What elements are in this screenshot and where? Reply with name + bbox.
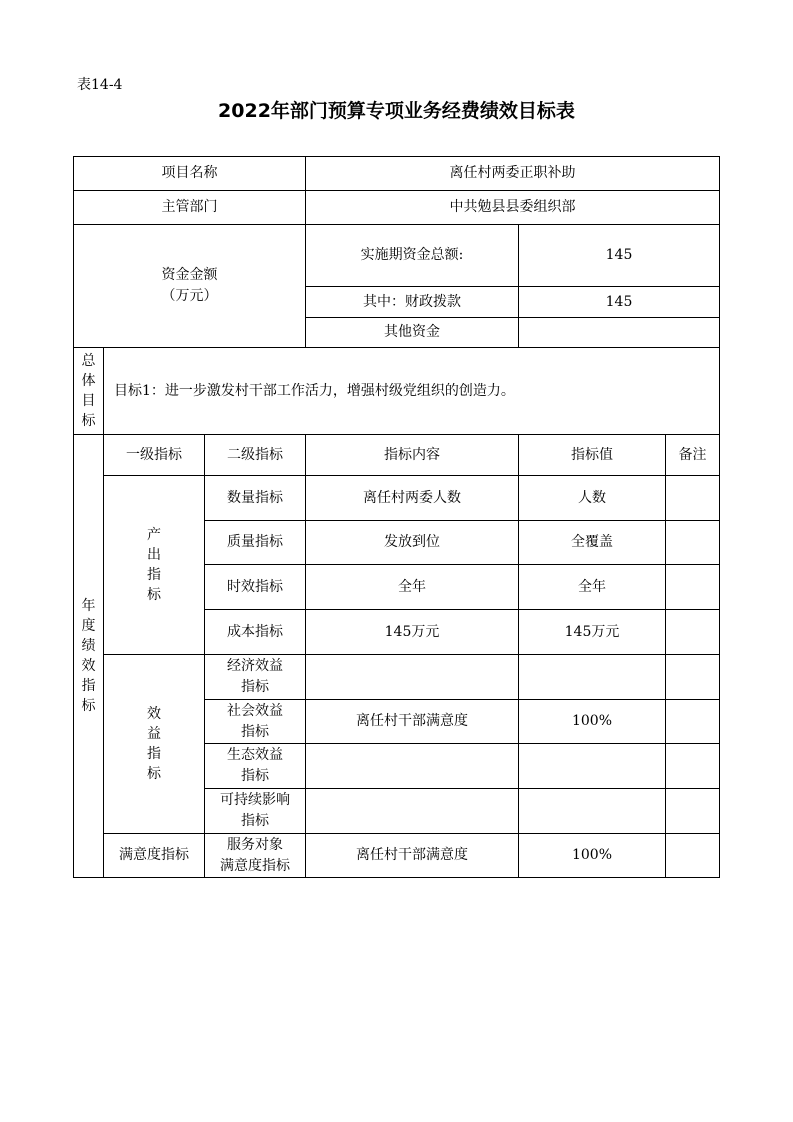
benefit-indicator-char: 指 xyxy=(147,746,161,762)
indicator-content: 离任村两委人数 xyxy=(306,476,519,521)
funds-total-row xyxy=(74,225,720,287)
indicator-name: 质量指标 xyxy=(205,521,306,565)
output-indicator-char: 标 xyxy=(147,587,161,603)
output-indicator-char: 产 xyxy=(147,527,161,543)
satisfaction-row xyxy=(74,834,720,878)
header-value: 指标值 xyxy=(519,435,666,476)
indicator-name xyxy=(205,744,306,789)
indicator-name-line: 服务对象 xyxy=(227,836,283,853)
indicator-name xyxy=(205,655,306,700)
indicator-name-line: 满意度指标 xyxy=(220,857,290,874)
performance-table xyxy=(73,156,720,878)
fiscal-funds-label: 其中：财政拨款 xyxy=(306,287,519,318)
annual-indicator-char: 标 xyxy=(81,698,96,714)
indicator-name-line: 社会效益 xyxy=(227,702,283,719)
overall-goal-char: 标 xyxy=(81,413,96,429)
benefit-indicator-char: 效 xyxy=(147,706,161,722)
indicator-note xyxy=(666,476,720,521)
indicator-note xyxy=(666,565,720,610)
annual-indicator-char: 指 xyxy=(81,678,96,694)
indicator-name: 成本指标 xyxy=(205,610,306,655)
funds-label-unit: （万元） xyxy=(161,288,218,304)
project-name-row xyxy=(74,157,720,191)
indicator-name: 数量指标 xyxy=(205,476,306,521)
total-funds-value: 145 xyxy=(519,225,720,287)
overall-goal-char: 总 xyxy=(81,353,96,369)
output-indicator-char: 指 xyxy=(147,567,161,583)
indicator-content xyxy=(306,744,519,789)
benefit-indicator-char: 标 xyxy=(147,766,161,782)
satisfaction-level1: 满意度指标 xyxy=(104,834,205,878)
project-name-value: 离任村两委正职补助 xyxy=(306,157,720,191)
indicator-note xyxy=(666,789,720,834)
department-row xyxy=(74,191,720,225)
indicator-name-line: 生态效益 xyxy=(227,747,283,763)
indicator-note xyxy=(666,521,720,565)
overall-goal-char: 体 xyxy=(81,373,96,389)
overall-goal-text: 目标1：进一步激发村干部工作活力，增强村级党组织的创造力。 xyxy=(104,348,720,435)
indicator-note xyxy=(666,610,720,655)
project-name-label: 项目名称 xyxy=(74,157,306,191)
department-label: 主管部门 xyxy=(74,191,306,225)
annual-indicator-char: 绩 xyxy=(81,638,96,654)
overall-goal-char: 目 xyxy=(81,393,96,409)
indicator-content: 发放到位 xyxy=(306,521,519,565)
table-row xyxy=(74,655,720,700)
indicator-value: 全年 xyxy=(519,565,666,610)
indicator-name xyxy=(205,700,306,744)
output-indicator-label xyxy=(104,476,205,655)
output-indicator-char: 出 xyxy=(147,547,161,563)
indicator-content: 全年 xyxy=(306,565,519,610)
total-funds-label: 实施期资金总额: xyxy=(306,225,519,287)
header-note: 备注 xyxy=(666,435,720,476)
indicator-note xyxy=(666,700,720,744)
other-funds-label: 其他资金 xyxy=(306,318,519,348)
header-level1: 一级指标 xyxy=(104,435,205,476)
indicator-note xyxy=(666,744,720,789)
overall-goal-label xyxy=(74,348,104,435)
benefit-indicator-char: 益 xyxy=(147,726,161,742)
indicator-value xyxy=(519,744,666,789)
indicator-note xyxy=(666,655,720,700)
annual-indicator-char: 度 xyxy=(81,618,96,634)
annual-indicator-char: 效 xyxy=(81,658,96,674)
indicator-name-line: 指标 xyxy=(241,813,269,829)
indicator-name-line: 指标 xyxy=(241,679,269,695)
indicator-value: 全覆盖 xyxy=(519,521,666,565)
indicator-name-line: 经济效益 xyxy=(227,658,283,674)
indicator-note xyxy=(666,834,720,878)
header-level2: 二级指标 xyxy=(205,435,306,476)
annual-indicator-char: 年 xyxy=(81,598,96,614)
table-row xyxy=(74,476,720,521)
page-title: 2022年部门预算专项业务经费绩效目标表 xyxy=(218,100,575,122)
funds-label-main: 资金金额 xyxy=(161,267,218,283)
indicator-content: 145万元 xyxy=(306,610,519,655)
indicator-name: 时效指标 xyxy=(205,565,306,610)
indicator-name xyxy=(205,789,306,834)
indicator-value xyxy=(519,789,666,834)
indicator-content: 离任村干部满意度 xyxy=(306,834,519,878)
indicator-content xyxy=(306,655,519,700)
other-funds-value xyxy=(519,318,720,348)
indicator-header-row xyxy=(74,435,720,476)
funds-label xyxy=(74,225,306,348)
indicator-content: 离任村干部满意度 xyxy=(306,700,519,744)
indicator-name-line: 指标 xyxy=(241,768,269,784)
indicator-value xyxy=(519,655,666,700)
annual-indicator-label xyxy=(74,435,104,878)
indicator-content xyxy=(306,789,519,834)
overall-goal-row xyxy=(74,348,720,435)
indicator-value: 145万元 xyxy=(519,610,666,655)
indicator-value: 100% xyxy=(519,700,666,744)
indicator-value: 100% xyxy=(519,834,666,878)
indicator-name-line: 可持续影响 xyxy=(220,792,290,808)
indicator-name-line: 指标 xyxy=(241,723,269,740)
table-number: 表14-4 xyxy=(77,77,123,93)
header-content: 指标内容 xyxy=(306,435,519,476)
indicator-value: 人数 xyxy=(519,476,666,521)
benefit-indicator-label xyxy=(104,655,205,834)
indicator-name xyxy=(205,834,306,878)
fiscal-funds-value: 145 xyxy=(519,287,720,318)
department-value: 中共勉县县委组织部 xyxy=(306,191,720,225)
